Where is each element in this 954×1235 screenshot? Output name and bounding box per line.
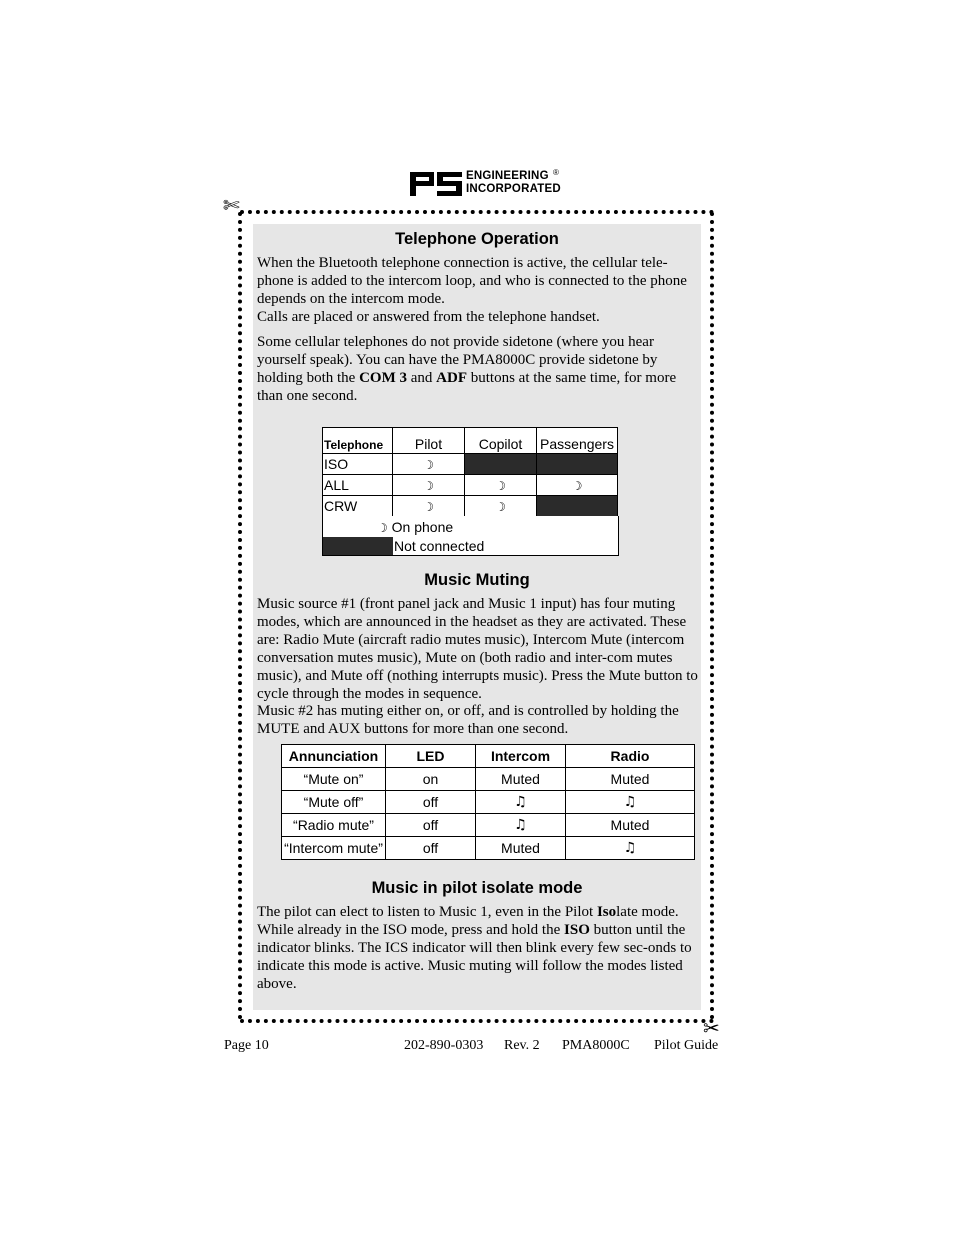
intercom-cell: Muted — [476, 837, 566, 860]
legend-on-phone: ☽ On phone — [377, 519, 454, 535]
annunciation-cell: “Intercom mute” — [282, 837, 386, 860]
led-cell: off — [386, 814, 476, 837]
header-pilot: Pilot — [393, 428, 465, 454]
radio-cell: Muted — [566, 768, 695, 791]
phone-cell — [393, 475, 465, 496]
music-note-icon: ♫ — [476, 814, 566, 837]
heading-music-muting: Music Muting — [424, 571, 530, 589]
annunciation-cell: “Radio mute” — [282, 814, 386, 837]
phone-cell — [393, 496, 465, 517]
table-header-row — [282, 745, 695, 768]
telephone-mode-table — [322, 427, 618, 517]
table-row — [282, 768, 695, 791]
table-row — [282, 791, 695, 814]
logo-line-engineering: ENGINEERING — [466, 170, 549, 182]
footer-guide-title: Pilot Guide — [654, 1038, 719, 1053]
led-cell: on — [386, 768, 476, 791]
header-led: LED — [386, 745, 476, 768]
table-row — [282, 837, 695, 860]
registered-mark: ® — [553, 168, 559, 177]
not-connected-cell — [465, 454, 537, 475]
phone-cell — [393, 454, 465, 475]
phone-cell — [465, 475, 537, 496]
mode-label: ISO — [323, 454, 393, 475]
phone-cell — [537, 475, 618, 496]
telephone-paragraph-1: When the Bluetooth telephone connection is active, the cellular tele-phone is added to the intercom loop, and who is connected to the phone depends on the intercom mode. — [257, 255, 687, 307]
telephone-paragraph-1b: Calls are placed or answered from the telephone handset. — [257, 309, 600, 325]
phone-icon: ☽ — [495, 500, 506, 514]
phone-icon: ☽ — [377, 521, 388, 535]
mode-label: CRW — [323, 496, 393, 517]
music-note-icon: ♫ — [566, 837, 695, 860]
led-cell: off — [386, 791, 476, 814]
telephone-paragraph-2: Some cellular telephones do not provide sidetone (where you hear yourself speak). You can have the PMA8000C provide sidetone by holding both the COM 3 and ADF buttons at the same time, for more than one second. — [257, 334, 677, 404]
phone-cell — [465, 496, 537, 517]
telephone-legend — [322, 516, 619, 556]
table-header-row — [323, 428, 618, 454]
music-note-icon: ♫ — [566, 791, 695, 814]
cut-line-right — [710, 212, 714, 1020]
scissors-icon: ✂ — [703, 1016, 720, 1040]
cut-line-bottom — [240, 1019, 714, 1023]
footer-page-number: Page 10 — [224, 1038, 269, 1053]
heading-music-isolate: Music in pilot isolate mode — [371, 879, 583, 897]
phone-icon: ☽ — [423, 458, 434, 472]
music-muting-paragraph-1: Music source #1 (front panel jack and Music 1 input) has four muting modes, which are announced in the headset as they are activated. These are: Radio Mute (aircraft radio mutes music), Intercom Mute (intercom conversation mutes music), Mute on (both radio and inter-com mutes music), and Mute off (nothing interrupts music). Press the Mute button to cycle through the modes in sequence. — [257, 596, 698, 702]
legend-not-connected-swatch — [323, 537, 393, 555]
annunciation-cell: “Mute off” — [282, 791, 386, 814]
led-cell: off — [386, 837, 476, 860]
not-connected-cell — [537, 454, 618, 475]
header-intercom: Intercom — [476, 745, 566, 768]
table-row — [282, 814, 695, 837]
annunciation-cell: “Mute on” — [282, 768, 386, 791]
scissors-icon: ✄ — [223, 193, 240, 217]
phone-icon: ☽ — [495, 479, 506, 493]
phone-icon: ☽ — [571, 479, 583, 493]
heading-telephone-operation: Telephone Operation — [395, 230, 559, 248]
table-row — [323, 496, 618, 517]
legend-not-connected: Not connected — [394, 538, 485, 554]
radio-cell: Muted — [566, 814, 695, 837]
isolate-paragraph: The pilot can elect to listen to Music 1, even in the Pilot Isolate mode. While already in the ISO mode, press and hold the ISO button until the indicator blinks. The ICS indicator will then blink every few sec-onds to indicate this mode is active. Music muting will follow the modes listed above. — [257, 904, 692, 992]
not-connected-cell — [537, 496, 618, 517]
ps-logo-mark-icon — [410, 172, 462, 196]
footer-revision: Rev. 2 — [504, 1038, 540, 1053]
music-muting-paragraph-2: Music #2 has muting either on, or off, and is controlled by holding the MUTE and AUX buttons for more than one second. — [257, 703, 679, 737]
cut-line-left — [238, 212, 242, 1020]
phone-icon: ☽ — [423, 500, 434, 514]
header-copilot: Copilot — [465, 428, 537, 454]
footer-doc-number: 202-890-0303 — [404, 1038, 484, 1053]
phone-icon: ☽ — [423, 479, 434, 493]
cut-line-top — [240, 210, 714, 214]
header-passengers: Passengers — [537, 428, 618, 454]
ps-engineering-logo — [410, 170, 570, 200]
intercom-cell: Muted — [476, 768, 566, 791]
header-telephone: Telephone — [323, 428, 393, 454]
music-muting-table — [281, 744, 695, 860]
header-radio: Radio — [566, 745, 695, 768]
table-row — [323, 475, 618, 496]
logo-line-incorporated: INCORPORATED — [466, 183, 561, 195]
music-note-icon: ♫ — [476, 791, 566, 814]
mode-label: ALL — [323, 475, 393, 496]
table-row — [323, 454, 618, 475]
header-annunciation: Annunciation — [282, 745, 386, 768]
footer-model: PMA8000C — [562, 1038, 630, 1053]
